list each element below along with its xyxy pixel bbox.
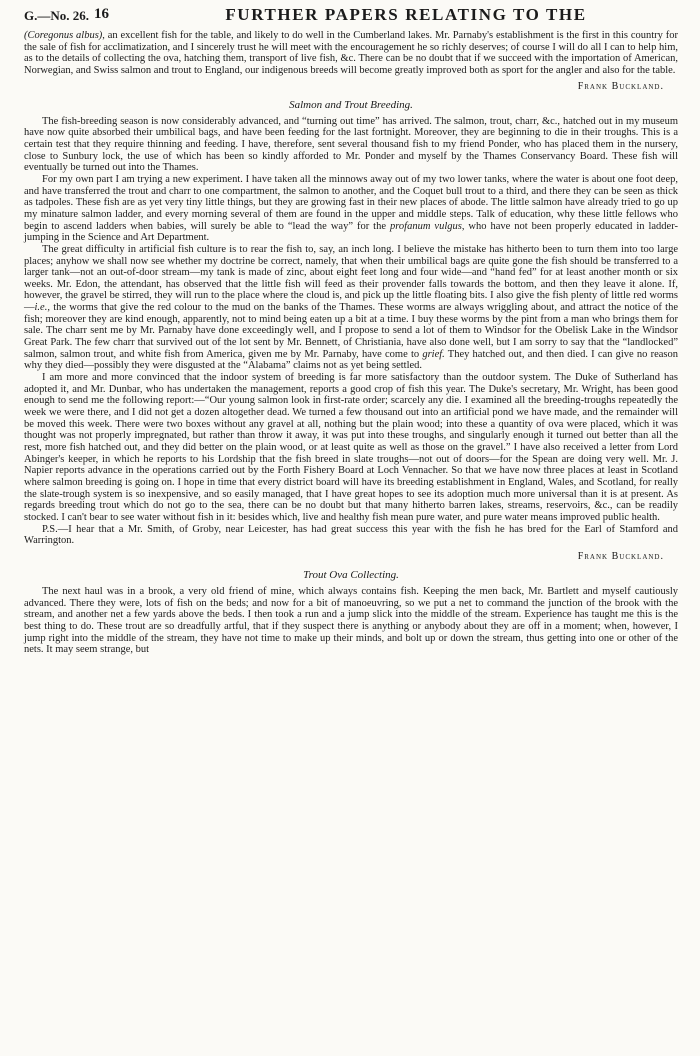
section-heading-trout: Trout Ova Collecting. <box>303 568 399 581</box>
paragraph-text: , who have not been properly educated in ladder-jumping in the Science and Art Department. <box>24 220 678 244</box>
intro-paragraph-text: , an excellent fish for the table, and likely to do well in the Cumberland lakes. Mr. Parnaby's establishment is the first in this country for the sale of fish for acclimatization, and I sincerely trust he will meet with the encouragement he so richly deserves; of course I will do all I can to help him, as to the details of collecting the ova, hatching them, transport of live fish, &c. There can be no doubt that if we succeed with the importation of American, Norwegian, and Swiss salmon and trout to England, our indigenous breeds will become greatly improved both as sport for the angler and also for the table. <box>24 30 678 76</box>
page-header <box>24 0 678 30</box>
paragraph-text: They hatched out, and then died. I can give no reason why they died—possibly they were disgusted at the “Alabama” claims not as yet being settled. <box>24 348 678 372</box>
paragraph-text: For my own part I am trying a new experiment. I have taken all the minnows away out of my two lower tanks, where the water is about one foot deep, and have transferred the trout and charr to one compartment, the salmon to another, and the Coquet bull trout to a third, and there they can be seen as thick as tadpoles. These fish are as yet very tiny little things, but they are growing fast in their new places of abode. The little salmon have already tried to go up my minature salmon ladder, and every morning several of them are found in the upper and middle steps. Talk of education, why these little fellows who begin to ascend ladders when babies, will surely be able to “lead the way” for the <box>24 173 678 232</box>
postscript: P.S.—I hear that a Mr. Smith, of Groby, near Leicester, has had great success this year with the fish he has bred for the Earl of Stamford and Warrington. <box>24 523 678 547</box>
paragraph: The fish-breeding season is now considerably advanced, and “turning out time” has arrived. The salmon, trout, charr, &c., hatched out in my museum have now quite absorbed their umbilical bags, and have been feeding for the last fortnight. Moreover, they are beginning to die in their troughs. This is a certain test that they require thinning and feeding. I have, therefore, sent several thousand fish to my friend Ponder, who has placed them in the nursery, close to Sunbury lock, the use of which has been so kindly afforded to Mr. Ponder and myself by the Thames Conservancy Board. These fish will eventually be turned out into the Thames. <box>24 115 678 174</box>
section-heading-salmon: Salmon and Trout Breeding. <box>289 98 413 111</box>
paragraph-text: The great difficulty in artificial fish culture is to rear the fish to, say, an inch long. I believe the mistake has hitherto been to turn them into too large places; anyhow we shall now see whether my doctrine be correct, namely, that when their umbilical bags are quite gone the fish should be transferred to a larger tank—not an out-of-door stream—my tank is made of zinc, about eight feet long and four wide—and “hand fed” for at least another month or six weeks. Mr. Edon, the attendant, has observed that the little fish will feed as their provender falls towards the bottom, and then they leave it alone. If, however, the gravel be stirred, they will run to the place where the cloud is, and pick up the little floating bits. I also give the fish plenty of little red worms— <box>24 243 678 314</box>
running-title: FURTHER PAPERS RELATING TO THE <box>225 5 587 24</box>
document-id: G.—No. 26. <box>24 8 89 23</box>
page-number: 16 <box>94 6 109 22</box>
italic-phrase: i.e., <box>34 302 50 314</box>
signature: Frank Buckland. <box>577 550 664 562</box>
paragraph <box>24 244 678 372</box>
paragraph: The next haul was in a brook, a very old friend of mine, which always contains fish. Keeping the men back, Mr. Bartlett and myself cautiously advanced. There they were, lots of fish on the beds; and now for a bit of manoeuvring, so we put a net to command the junction of the brook with the stream, and another net a few yards above the beds. I then took a run and a jump slick into the middle of the stream. Experience has taught me this is the best thing to do. These trout are so dreadfully artful, that if they suspect there is anything or anybody about they are off in a moment; when, however, I jump right into the middle of the stream, they have not time to make up their minds, and bolt up or down the stream, thus getting into one or other of the nets. It may seem strange, but <box>24 585 678 656</box>
species-name: (Coregonus albus) <box>24 30 103 41</box>
paragraph <box>24 174 678 244</box>
paragraph: I am more and more convinced that the indoor system of breeding is far more satisfactory than the outdoor system. The Duke of Sutherland has adopted it, and Mr. Dunbar, who has undertaken the management, reports a good crop of fish this year. The Duke's secretary, Mr. Wright, has been good enough to send me the following report:—“Our young salmon look in first-rate order; scarcely any die. I examined all the breeding-troughs repeatedly the week we were there, and I did not get a dozen altogether dead. We turned a few thousand out into an artificial pond we have made, and the remainder will be moved this week. There were two boxes without any gravel at all, nothing but the plain wood; into these a quantity of ova were placed, which it was thought was not properly impregnated, but rather than throw it away, it was put into these troughs, and singularly enough it turned out better than all the rest, more fish hatched out, and they did better on the plain wood, or at least quite as well as those on the gravel.” I have also received a letter from Lord Abinger's keeper, in which he reports to his Lordship that the fish breed in slate troughs—not out of doors—for the Spean are doing very well. Mr. J. Napier reports advance in the operations carried out by the Forth Fishery Board at Loch Vennacher. So that we have now three places at least in Scotland where salmon breeding is going on. I hope in time that every district board will have its breeding establishment in England, Wales, and Scotland, for really the slate-trough system is so inexpensive, and so easily managed, that I have great hopes to see its adoption much more universal than it is at present. As regards breeding trout which do not go to the sea, there can be no doubt but that many hitherto barren lakes, streams, reservoirs, &c., can be readily stocked. I can't bear to see water without fish in it: besides which, live and healthy fish mean pure water, and pure water means improved public health. <box>24 372 678 523</box>
italic-phrase: grief. <box>422 348 445 360</box>
italic-phrase: profanum vulgus <box>389 220 462 232</box>
paragraph-text: the worms that give the red colour to the mud on the banks of the Thames. These worms are always wriggling about, and attract the notice of the fish; moreover they are kind enough, apparently, not to mind being eaten up a bit at a time. I buy these worms by the pint from a man who brings them for sale. The charr sent me by Mr. Parnaby have done exceedingly well, and I propose to send a lot of them to Windsor for the Obelisk Lake in the Windsor Great Park. The few charr that survived out of the lot sent by Mr. Bennett, of Christiania, have also done well, but I am sorry to say that the “landlocked” salmon, salmon trout, and white fish from America, given me by Mr. Parnaby, have come to <box>24 302 678 360</box>
signature: Frank Buckland. <box>577 80 664 92</box>
intro-paragraph <box>24 30 678 77</box>
